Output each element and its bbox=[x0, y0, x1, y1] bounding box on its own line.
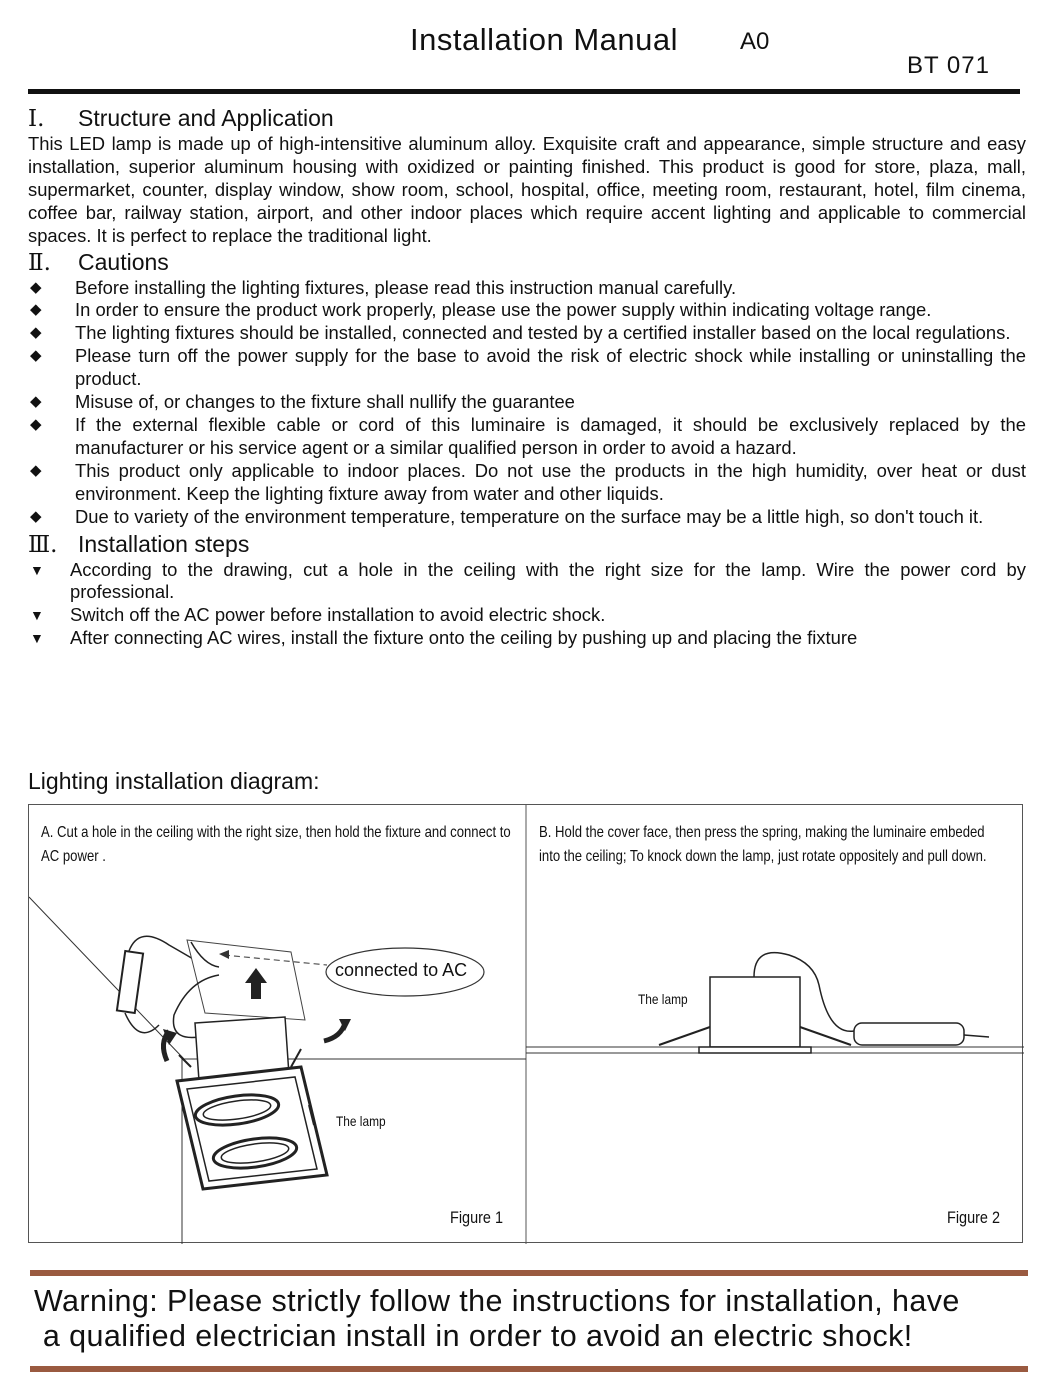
rotate-arrow-right-icon bbox=[324, 1023, 345, 1041]
list-item-text: If the external flexible cable or cord of this luminaire is damaged, it should be exclusively replaced by the manufacturer or his service agent or a similar qualified person in order to avoid a hazard. bbox=[75, 413, 1026, 458]
bullet-icon: ◆ bbox=[30, 324, 42, 342]
list-item bbox=[28, 322, 1026, 345]
warning-bottom-rule bbox=[30, 1366, 1028, 1372]
panel-a-caption: A. Cut a hole in the ceiling with the right size, then hold the fixture and connect to AC power . bbox=[41, 824, 511, 865]
list-item-text: Please turn off the power supply for the base to avoid the risk of electric shock while installing or uninstalling the product. bbox=[75, 345, 1026, 390]
bullet-icon: ▼ bbox=[30, 607, 44, 624]
list-item bbox=[28, 506, 1026, 529]
ceiling-edge-line bbox=[29, 897, 184, 1059]
warning-line-1: Warning: Please strictly follow the instructions for installation, have bbox=[34, 1284, 960, 1318]
section-number: Ⅰ. bbox=[28, 106, 45, 132]
section-number: Ⅲ. bbox=[28, 531, 58, 558]
header-divider bbox=[28, 89, 1020, 94]
steps-list bbox=[28, 559, 1026, 651]
section-title: Structure and Application bbox=[78, 105, 334, 131]
cautions-list bbox=[28, 277, 1026, 529]
lamp-trim-frame bbox=[177, 1067, 327, 1189]
diagram-drawing bbox=[29, 805, 1024, 1244]
warning-text bbox=[34, 1284, 1034, 1354]
lamp-label-b: The lamp bbox=[638, 991, 688, 1007]
list-item bbox=[28, 627, 1026, 650]
bullet-icon: ◆ bbox=[30, 347, 42, 365]
section-heading-structure bbox=[28, 104, 1026, 133]
bullet-icon: ◆ bbox=[30, 393, 42, 411]
warning-top-rule bbox=[30, 1270, 1028, 1276]
list-item-text: According to the drawing, cut a hole in the ceiling with the right size for the lamp. Wire the power cord by professional. bbox=[70, 558, 1026, 603]
list-item-text: In order to ensure the product work properly, please use the power supply within indicating voltage range. bbox=[75, 299, 932, 321]
figure-1-label: Figure 1 bbox=[450, 1208, 504, 1227]
list-item-text: Switch off the AC power before installation to avoid electric shock. bbox=[70, 604, 606, 626]
installation-diagram bbox=[28, 804, 1023, 1243]
list-item bbox=[28, 604, 1026, 627]
panel-b-caption: B. Hold the cover face, then press the spring, making the luminaire embeded into the ceiling; To knock down the lamp, just rotate oppositely and pull down. bbox=[539, 824, 987, 865]
bullet-icon: ▼ bbox=[30, 561, 44, 578]
list-item bbox=[28, 460, 1026, 506]
list-item bbox=[28, 277, 1026, 300]
section-title: Installation steps bbox=[78, 530, 250, 557]
lamp-label-a: The lamp bbox=[336, 1113, 386, 1129]
list-item bbox=[28, 559, 1026, 605]
bullet-icon: ◆ bbox=[30, 415, 42, 433]
bullet-icon: ◆ bbox=[30, 278, 42, 296]
list-item bbox=[28, 345, 1026, 391]
list-item-text: Misuse of, or changes to the fixture shall nullify the guarantee bbox=[75, 391, 575, 413]
callout-connected-to-ac: connected to AC bbox=[335, 960, 468, 980]
section-number: Ⅱ. bbox=[28, 249, 51, 276]
revision-label: A0 bbox=[740, 28, 770, 55]
bullet-icon: ◆ bbox=[30, 301, 42, 319]
list-item bbox=[28, 414, 1026, 460]
bullet-icon: ▼ bbox=[30, 630, 44, 647]
manual-content bbox=[28, 104, 1026, 650]
installed-lamp-housing bbox=[659, 977, 851, 1053]
diagram-title: Lighting installation diagram: bbox=[28, 768, 320, 794]
list-item bbox=[28, 391, 1026, 414]
document-title: Installation Manual bbox=[410, 22, 678, 57]
model-number: BT 071 bbox=[907, 52, 990, 79]
bullet-icon: ◆ bbox=[30, 507, 42, 525]
list-item-text: Due to variety of the environment temperature, temperature on the surface may be a little high, so don't touch it. bbox=[75, 505, 984, 527]
section-heading-steps bbox=[28, 530, 1026, 559]
figure-2-label: Figure 2 bbox=[947, 1208, 1001, 1227]
structure-paragraph: This LED lamp is made up of high-intensitive aluminum alloy. Exquisite craft and appearance, simple structure and easy installation, superior aluminum housing with oxidized or painting finished. This product is good for store, plaza, mall, supermarket, counter, display window, show room, school, hospital, office, meeting room, restaurant, hotel, film cinema, coffee bar, railway station, airport, and other indoor places which require accent lighting and applicable to commercial spaces. It is perfect to replace the traditional light. bbox=[28, 133, 1026, 246]
bullet-icon: ◆ bbox=[30, 461, 42, 479]
list-item-text: This product only applicable to indoor places. Do not use the products in the high humidity, over heat or dust environment. Keep the lighting fixture away from water and other liquids. bbox=[75, 459, 1026, 504]
list-item-text: The lighting fixtures should be installed, connected and tested by a certified installer based on the local regulations. bbox=[75, 322, 1011, 344]
list-item-text: After connecting AC wires, install the fixture onto the ceiling by pushing up and placing the fixture bbox=[70, 627, 858, 649]
list-item-text: Before installing the lighting fixtures, please read this instruction manual carefully. bbox=[75, 276, 737, 298]
list-item bbox=[28, 299, 1026, 322]
section-title: Cautions bbox=[78, 248, 169, 275]
warning-line-2: a qualified electrician install in order to avoid an electric shock! bbox=[34, 1319, 913, 1353]
section-heading-cautions bbox=[28, 248, 1026, 277]
